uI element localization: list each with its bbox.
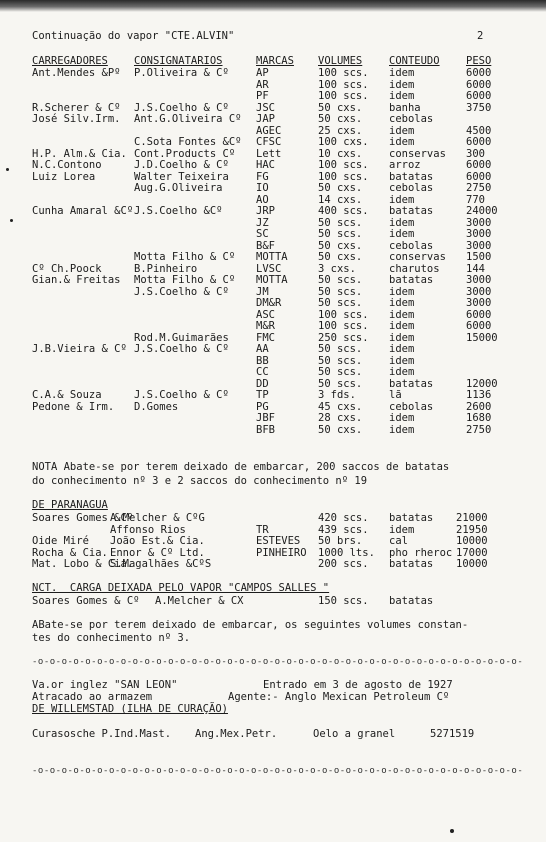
- row-carregador: Gian.& Freitas: [32, 274, 121, 286]
- row-marca: JM: [256, 285, 269, 298]
- paranagua-consignatario: João Est.& Cia.: [110, 535, 205, 547]
- row-consignatario: D.Gomes: [134, 400, 179, 413]
- row-peso: 24000: [466, 205, 498, 217]
- vapor-cargo-consignatario: Ang.Mex.Petr.: [195, 728, 278, 740]
- row-carregador: Ant.Mendes &Pº: [32, 67, 121, 79]
- row-conteudo: idem: [389, 285, 415, 298]
- row-peso: 6000: [466, 90, 492, 102]
- row-carregador: C.A.& Souza: [32, 389, 102, 401]
- row-conteudo: idem: [389, 331, 415, 344]
- row-marca: JSC: [256, 101, 275, 114]
- col-header-marcas: MARCAS: [256, 55, 294, 67]
- row-conteudo: idem: [389, 366, 415, 378]
- row-conteudo: idem: [389, 297, 415, 309]
- row-carregador: J.B.Vieira & Cº: [32, 343, 127, 355]
- carga-carregador: Soares Gomes & Cº: [32, 595, 140, 607]
- separator-rule: -o-o-o-o-o-o-o-o-o-o-o-o-o-o-o-o-o-o-o-o-o-o-o-o-o-o-o-o-o-o-o-o-o-o-o-o-o-o-o-o-o-: [32, 657, 524, 667]
- row-volume: 100 scs.: [318, 170, 369, 183]
- row-consignatario: C.Sota Fontes &Cº: [134, 136, 242, 148]
- row-conteudo: batatas: [389, 377, 434, 390]
- paranagua-conteudo: idem: [389, 523, 415, 536]
- vapor-cargo-carregador: Curasosche P.Ind.Mast.: [32, 728, 172, 740]
- row-volume: 45 cxs.: [318, 400, 363, 413]
- row-volume: 50 scs.: [318, 216, 363, 229]
- row-marca: TP: [256, 389, 269, 401]
- vapor-line-2-left: Atracado ao armazem: [32, 691, 153, 703]
- row-volume: 50 cxs.: [318, 239, 363, 252]
- row-marca: CC: [256, 366, 269, 378]
- row-consignatario: Cont.Products Cº: [134, 147, 236, 160]
- row-marca: JRP: [256, 205, 275, 217]
- row-carregador: Pedone & Irm.: [32, 400, 115, 413]
- scan-speck: [10, 219, 13, 222]
- scan-top-edge: [0, 0, 546, 12]
- row-marca: HAC: [256, 159, 275, 171]
- row-peso: 1500: [466, 251, 492, 263]
- row-peso: 3000: [466, 239, 492, 252]
- paranagua-carregador: Oide Miré: [32, 535, 89, 547]
- row-volume: 3 fds.: [318, 389, 356, 401]
- paranagua-conteudo: cal: [389, 535, 408, 547]
- row-marca: AGEC: [256, 124, 282, 137]
- row-conteudo: idem: [389, 90, 415, 102]
- row-marca: AP: [256, 67, 269, 79]
- row-volume: 25 cxs.: [318, 124, 363, 137]
- row-marca: FMC: [256, 331, 275, 344]
- row-marca: PF: [256, 90, 269, 102]
- row-conteudo: idem: [389, 67, 415, 79]
- paranagua-consignatario: S.Magalhães &CºS: [110, 558, 212, 570]
- row-carregador: Luiz Lorea: [32, 170, 96, 183]
- row-carregador: H.P. Alm.& Cia.: [32, 147, 127, 160]
- vapor-origin: DE WILLEMSTAD (ILHA DE CURAÇÃO): [32, 703, 228, 715]
- row-volume: 100 scs.: [318, 90, 369, 102]
- row-volume: 250 scs.: [318, 331, 369, 344]
- row-consignatario: Motta Filho & Cº: [134, 251, 236, 263]
- paranagua-consignatario: A.Melcher & CºG: [110, 512, 205, 524]
- row-consignatario: J.S.Coelho & Cº: [134, 389, 229, 401]
- row-marca: JBF: [256, 412, 275, 424]
- row-consignatario: J.S.Coelho & Cº: [134, 343, 229, 355]
- row-conteudo: idem: [389, 423, 415, 436]
- row-peso: 3000: [466, 216, 492, 229]
- row-volume: 100 scs.: [318, 67, 369, 79]
- row-carregador: N.C.Contono: [32, 159, 102, 171]
- row-volume: 50 cxs.: [318, 101, 363, 114]
- row-peso: 3000: [466, 297, 492, 309]
- row-conteudo: cebolas: [389, 239, 434, 252]
- row-peso: 6000: [466, 67, 492, 79]
- row-volume: 400 scs.: [318, 205, 369, 217]
- paranagua-carregador: Soares Gomes &Cº: [32, 512, 134, 524]
- row-marca: MOTTA: [256, 251, 288, 263]
- scan-speck: [450, 829, 454, 833]
- row-conteudo: idem: [389, 216, 415, 229]
- paranagua-marca: TR: [256, 523, 269, 536]
- row-conteudo: cebolas: [389, 400, 434, 413]
- row-consignatario: J.D.Coelho & Cº: [134, 159, 229, 171]
- vapor-line-1-right: Entrado em 3 de agosto de 1927: [263, 679, 453, 691]
- row-peso: 3000: [466, 285, 492, 298]
- carga-note-line-2: tes do conhecimento nº 3.: [32, 632, 191, 644]
- paranagua-volume: 420 scs.: [318, 512, 369, 524]
- row-conteudo: conservas: [389, 251, 446, 263]
- row-consignatario: Motta Filho & Cº: [134, 274, 236, 286]
- paranagua-peso: 21950: [456, 523, 488, 536]
- row-volume: 3 cxs.: [318, 262, 356, 275]
- row-conteudo: idem: [389, 412, 415, 424]
- row-conteudo: lã: [389, 389, 402, 401]
- row-conteudo: charutos: [389, 262, 440, 275]
- page-number: 2: [477, 30, 484, 42]
- row-marca: AO: [256, 193, 269, 206]
- paranagua-marca: PINHEIRO: [256, 546, 307, 559]
- paranagua-peso: 17000: [456, 546, 488, 559]
- paranagua-volume: 200 scs.: [318, 558, 369, 570]
- row-conteudo: cebolas: [389, 113, 434, 125]
- separator-rule-2: -o-o-o-o-o-o-o-o-o-o-o-o-o-o-o-o-o-o-o-o-o-o-o-o-o-o-o-o-o-o-o-o-o-o-o-o-o-o-o-o-o-: [32, 766, 524, 776]
- row-peso: 2750: [466, 182, 492, 194]
- paranagua-marca: ESTEVES: [256, 535, 301, 547]
- row-marca: JZ: [256, 216, 269, 229]
- col-header-peso: PESO: [466, 55, 492, 67]
- row-peso: 3750: [466, 101, 492, 114]
- col-header-volumes: VOLUMES: [318, 55, 363, 67]
- paranagua-peso: 21000: [456, 512, 488, 524]
- document-title: Continuação do vapor "CTE.ALVIN": [32, 30, 235, 42]
- row-marca: DD: [256, 377, 269, 390]
- row-conteudo: arroz: [389, 159, 421, 171]
- row-peso: 3000: [466, 228, 492, 240]
- row-conteudo: idem: [389, 136, 415, 148]
- vapor-cargo-peso: 5271519: [430, 728, 475, 740]
- row-volume: 100 scs.: [318, 159, 369, 171]
- row-volume: 50 scs.: [318, 274, 363, 286]
- row-volume: 28 cxs.: [318, 412, 363, 424]
- row-conteudo: banha: [389, 101, 421, 114]
- row-marca: JAP: [256, 113, 275, 125]
- row-peso: 1680: [466, 412, 492, 424]
- row-peso: 2750: [466, 423, 492, 436]
- row-marca: SC: [256, 228, 269, 240]
- row-marca: LVSC: [256, 262, 282, 275]
- row-conteudo: idem: [389, 78, 415, 91]
- row-volume: 50 scs.: [318, 285, 363, 298]
- row-volume: 50 scs.: [318, 366, 363, 378]
- row-consignatario: J.S.Coelho &Cº: [134, 205, 223, 217]
- row-volume: 50 scs.: [318, 297, 363, 309]
- row-peso: 3000: [466, 274, 492, 286]
- row-peso: 144: [466, 262, 485, 275]
- row-marca: MOTTA: [256, 274, 288, 286]
- nota-line-2: do conhecimento nº 3 e 2 saccos do conhecimento nº 19: [32, 475, 368, 487]
- paranagua-carregador: Mat. Lobo & Cia.: [32, 558, 134, 570]
- row-marca: PG: [256, 400, 269, 413]
- row-peso: 6000: [466, 159, 492, 171]
- row-marca: IO: [256, 182, 269, 194]
- row-conteudo: batatas: [389, 205, 434, 217]
- paranagua-volume: 50 brs.: [318, 535, 363, 547]
- row-volume: 50 cxs.: [318, 423, 363, 436]
- row-conteudo: batatas: [389, 170, 434, 183]
- row-conteudo: batatas: [389, 274, 434, 286]
- row-marca: BFB: [256, 423, 275, 436]
- row-volume: 100 scs.: [318, 78, 369, 91]
- row-consignatario: Walter Teixeira: [134, 170, 229, 183]
- col-header-consignatarios: CONSIGNATARIOS: [134, 55, 223, 67]
- carga-consignatario: A.Melcher & CX: [155, 595, 244, 607]
- vapor-line-2-right: Agente:- Anglo Mexican Petroleum Cº: [228, 691, 450, 703]
- vapor-cargo-conteudo: Oelo a granel: [313, 728, 396, 740]
- row-marca: M&R: [256, 320, 275, 332]
- row-volume: 100 scs.: [318, 308, 369, 321]
- row-consignatario: Rod.M.Guimarães: [134, 331, 229, 344]
- row-volume: 50 scs.: [318, 228, 363, 240]
- row-peso: 15000: [466, 331, 498, 344]
- row-carregador: R.Scherer & Cº: [32, 101, 121, 114]
- row-conteudo: idem: [389, 343, 415, 355]
- paranagua-volume: 1000 lts.: [318, 546, 375, 559]
- row-carregador: Cº Ch.Poock: [32, 262, 102, 275]
- row-conteudo: idem: [389, 320, 415, 332]
- row-volume: 100 scs.: [318, 320, 369, 332]
- paranagua-consignatario: Affonso Rios: [110, 523, 186, 536]
- row-conteudo: conservas: [389, 147, 446, 160]
- row-carregador: José Silv.Irm.: [32, 113, 121, 125]
- row-conteudo: cebolas: [389, 182, 434, 194]
- vapor-line-1-left: Va.or inglez "SAN LEON": [32, 679, 178, 691]
- row-marca: ASC: [256, 308, 275, 321]
- row-peso: 6000: [466, 170, 492, 183]
- row-conteudo: idem: [389, 228, 415, 240]
- row-conteudo: idem: [389, 124, 415, 137]
- row-carregador: Cunha Amaral &Cº: [32, 205, 134, 217]
- row-peso: 4500: [466, 124, 492, 137]
- row-conteudo: idem: [389, 193, 415, 206]
- scan-speck: [6, 168, 9, 171]
- row-marca: BB: [256, 354, 269, 367]
- row-volume: 50 scs.: [318, 377, 363, 390]
- row-volume: 50 scs.: [318, 343, 363, 355]
- paranagua-volume: 439 scs.: [318, 523, 369, 536]
- paranagua-carregador: Rocha & Cia.: [32, 546, 108, 559]
- row-peso: 6000: [466, 308, 492, 321]
- carga-note-line-1: ABate-se por terem deixado de embarcar, os seguintes volumes constan-: [32, 619, 469, 631]
- row-conteudo: idem: [389, 354, 415, 367]
- paranagua-conteudo: batatas: [389, 558, 434, 570]
- row-volume: 50 scs.: [318, 354, 363, 367]
- row-conteudo: idem: [389, 308, 415, 321]
- row-consignatario: P.Oliveira & Cº: [134, 67, 229, 79]
- paranagua-peso: 10000: [456, 558, 488, 570]
- paranagua-heading: DE PARANAGUA: [32, 499, 108, 511]
- row-peso: 12000: [466, 377, 498, 390]
- row-marca: DM&R: [256, 297, 282, 309]
- row-consignatario: J.S.Coelho & Cº: [134, 101, 229, 114]
- paranagua-consignatario: Ennor & Cº Ltd.: [110, 546, 205, 559]
- carga-volume: 150 scs.: [318, 595, 369, 607]
- carga-conteudo: batatas: [389, 595, 434, 607]
- row-peso: 1136: [466, 389, 492, 401]
- col-header-carregadores: CARREGADORES: [32, 55, 108, 67]
- row-peso: 2600: [466, 400, 492, 413]
- row-marca: CFSC: [256, 136, 282, 148]
- row-marca: FG: [256, 170, 269, 183]
- paranagua-conteudo: pho rheroc: [389, 546, 453, 559]
- nota-line-1: NOTA Abate-se por terem deixado de embarcar, 200 saccos de batatas: [32, 461, 450, 473]
- carga-heading: NCT. CARGA DEIXADA PELO VAPOR "CAMPOS SALLES ": [32, 582, 330, 594]
- paranagua-conteudo: batatas: [389, 512, 434, 524]
- row-marca: AA: [256, 343, 269, 355]
- row-marca: Lett: [256, 147, 282, 160]
- row-peso: 300: [466, 147, 485, 160]
- paranagua-peso: 10000: [456, 535, 488, 547]
- row-volume: 10 cxs.: [318, 147, 363, 160]
- row-volume: 50 cxs.: [318, 251, 363, 263]
- row-volume: 14 cxs.: [318, 193, 363, 206]
- row-marca: B&F: [256, 239, 275, 252]
- col-header-conteudo: CONTEUDO: [389, 55, 440, 67]
- row-volume: 50 cxs.: [318, 113, 363, 125]
- row-consignatario: Ant.G.Oliveira Cº: [134, 113, 242, 125]
- row-peso: 6000: [466, 136, 492, 148]
- row-consignatario: B.Pinheiro: [134, 262, 198, 275]
- row-volume: 50 cxs.: [318, 182, 363, 194]
- row-marca: AR: [256, 78, 269, 91]
- row-volume: 100 cxs.: [318, 136, 369, 148]
- row-consignatario: J.S.Coelho & Cº: [134, 285, 229, 298]
- row-peso: 770: [466, 193, 485, 206]
- row-peso: 6000: [466, 320, 492, 332]
- row-consignatario: Aug.G.Oliveira: [134, 182, 223, 194]
- row-peso: 6000: [466, 78, 492, 91]
